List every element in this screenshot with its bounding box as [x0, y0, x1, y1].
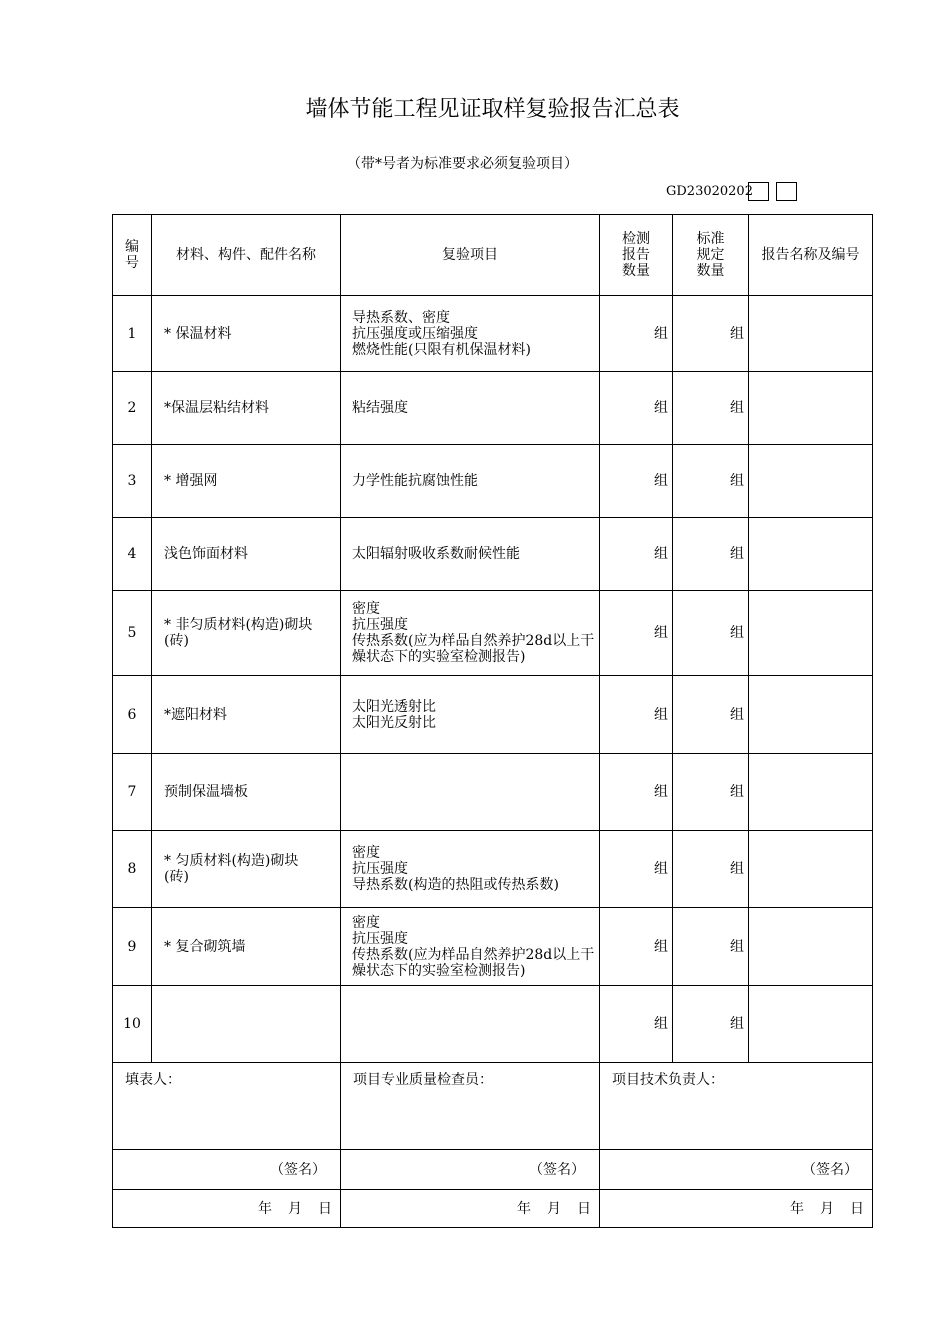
- spec-count-cell[interactable]: 组: [673, 676, 749, 754]
- summary-table: [112, 214, 873, 1228]
- row-number: 9: [113, 908, 152, 986]
- report-name-cell[interactable]: [749, 676, 873, 754]
- table-row: [113, 372, 873, 445]
- material-name: 预制保温墙板: [152, 754, 341, 831]
- material-name: * 匀质材料(构造)砌块 (砖): [152, 831, 341, 908]
- table-row: [113, 445, 873, 518]
- test-items: 密度 抗压强度 传热系数(应为样品自然养护28d以上干燥状态下的实验室检测报告): [341, 591, 600, 676]
- material-name: *保温层粘结材料: [152, 372, 341, 445]
- test-items: 力学性能抗腐蚀性能: [341, 445, 600, 518]
- test-items: 导热系数、密度 抗压强度或压缩强度 燃烧性能(只限有机保温材料): [341, 296, 600, 372]
- table-row: [113, 986, 873, 1063]
- spec-count-cell[interactable]: 组: [673, 908, 749, 986]
- header-num: 编号: [113, 215, 152, 296]
- table-row: [113, 296, 873, 372]
- report-count-cell[interactable]: 组: [600, 296, 673, 372]
- report-name-cell[interactable]: [749, 831, 873, 908]
- test-items: 密度 抗压强度 传热系数(应为样品自然养护28d以上干燥状态下的实验室检测报告): [341, 908, 600, 986]
- material-name: * 保温材料: [152, 296, 341, 372]
- tech-lead-sign[interactable]: （签名）: [600, 1150, 873, 1190]
- report-name-cell[interactable]: [749, 296, 873, 372]
- header-count: 检测报告数量: [600, 215, 673, 296]
- table-row: [113, 754, 873, 831]
- report-count-cell[interactable]: 组: [600, 831, 673, 908]
- material-name: *遮阳材料: [152, 676, 341, 754]
- code-box-1[interactable]: [748, 182, 769, 201]
- row-number: 8: [113, 831, 152, 908]
- filler-label: 填表人：: [113, 1063, 341, 1150]
- spec-count-cell[interactable]: 组: [673, 372, 749, 445]
- tech-lead-label: 项目技术负责人：: [600, 1063, 873, 1150]
- report-count-cell[interactable]: 组: [600, 445, 673, 518]
- row-number: 10: [113, 986, 152, 1063]
- inspector-date[interactable]: 年 月 日: [341, 1190, 600, 1228]
- spec-count-cell[interactable]: 组: [673, 445, 749, 518]
- tech-lead-date[interactable]: 年 月 日: [600, 1190, 873, 1228]
- report-name-cell[interactable]: [749, 908, 873, 986]
- row-number: 6: [113, 676, 152, 754]
- report-name-cell[interactable]: [749, 591, 873, 676]
- row-number: 5: [113, 591, 152, 676]
- test-items: 太阳辐射吸收系数耐候性能: [341, 518, 600, 591]
- report-count-cell[interactable]: 组: [600, 754, 673, 831]
- report-name-cell[interactable]: [749, 986, 873, 1063]
- report-count-cell[interactable]: 组: [600, 908, 673, 986]
- row-number: 7: [113, 754, 152, 831]
- test-items: 密度 抗压强度 导热系数(构造的热阻或传热系数): [341, 831, 600, 908]
- test-items: [341, 754, 600, 831]
- page-title: 墙体节能工程见证取样复验报告汇总表: [305, 97, 680, 122]
- header-item: 复验项目: [341, 215, 600, 296]
- material-name: [152, 986, 341, 1063]
- document-code: GD23020202: [666, 184, 753, 199]
- material-name: * 复合砌筑墙: [152, 908, 341, 986]
- test-items: 粘结强度: [341, 372, 600, 445]
- material-name: 浅色饰面材料: [152, 518, 341, 591]
- test-items: 太阳光透射比 太阳光反射比: [341, 676, 600, 754]
- spec-count-cell[interactable]: 组: [673, 518, 749, 591]
- report-name-cell[interactable]: [749, 754, 873, 831]
- row-number: 3: [113, 445, 152, 518]
- test-items: [341, 986, 600, 1063]
- header-spec: 标准规定数量: [673, 215, 749, 296]
- table-row: [113, 518, 873, 591]
- header-name: 材料、构件、配件名称: [152, 215, 341, 296]
- spec-count-cell[interactable]: 组: [673, 296, 749, 372]
- row-number: 2: [113, 372, 152, 445]
- subtitle-note: （带*号者为标准要求必须复验项目）: [347, 156, 578, 172]
- spec-count-cell[interactable]: 组: [673, 754, 749, 831]
- report-name-cell[interactable]: [749, 445, 873, 518]
- material-name: * 非匀质材料(构造)砌块 (砖): [152, 591, 341, 676]
- report-name-cell[interactable]: [749, 372, 873, 445]
- code-box-2[interactable]: [776, 182, 797, 201]
- table-row: [113, 591, 873, 676]
- report-count-cell[interactable]: 组: [600, 591, 673, 676]
- inspector-sign[interactable]: （签名）: [341, 1150, 600, 1190]
- table-row: [113, 676, 873, 754]
- inspector-label: 项目专业质量检查员：: [341, 1063, 600, 1150]
- row-number: 4: [113, 518, 152, 591]
- table-row: [113, 908, 873, 986]
- spec-count-cell[interactable]: 组: [673, 591, 749, 676]
- spec-count-cell[interactable]: 组: [673, 831, 749, 908]
- header-report: 报告名称及编号: [749, 215, 873, 296]
- report-count-cell[interactable]: 组: [600, 986, 673, 1063]
- spec-count-cell[interactable]: 组: [673, 986, 749, 1063]
- filler-date[interactable]: 年 月 日: [113, 1190, 341, 1228]
- report-count-cell[interactable]: 组: [600, 518, 673, 591]
- filler-sign[interactable]: （签名）: [113, 1150, 341, 1190]
- material-name: * 增强网: [152, 445, 341, 518]
- report-count-cell[interactable]: 组: [600, 676, 673, 754]
- report-name-cell[interactable]: [749, 518, 873, 591]
- report-count-cell[interactable]: 组: [600, 372, 673, 445]
- row-number: 1: [113, 296, 152, 372]
- table-row: [113, 831, 873, 908]
